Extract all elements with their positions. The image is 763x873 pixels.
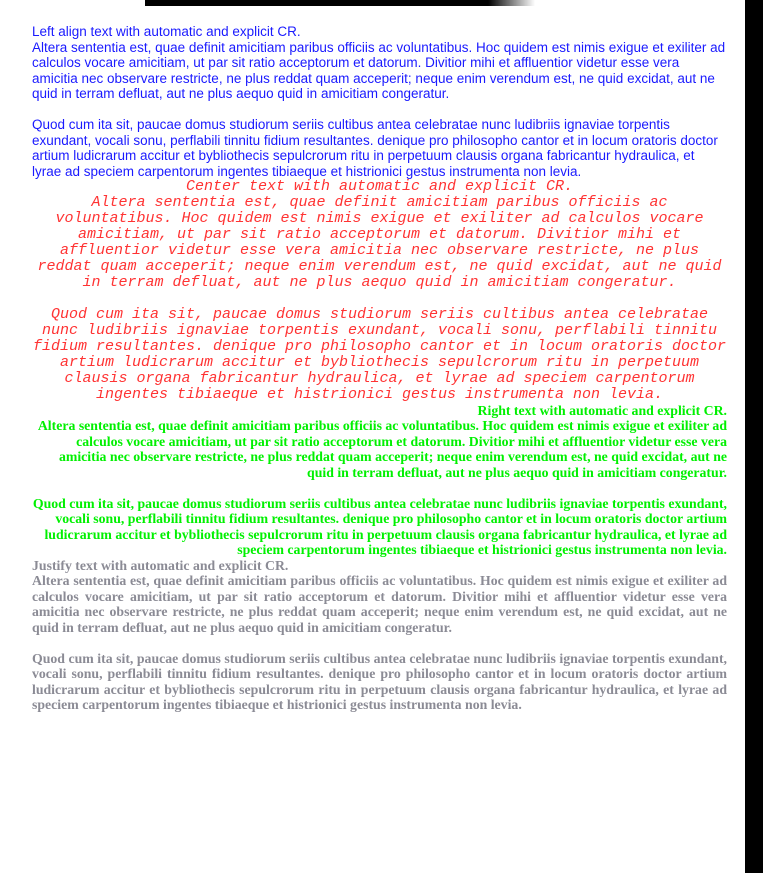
block-title-right-align: Right text with automatic and explicit CR.: [477, 402, 727, 418]
block-title-left-align: Left align text with automatic and explicit CR.: [32, 24, 301, 39]
paragraph-2: Quod cum ita sit, paucae domus studiorum seriis cultibus antea celebratae nunc ludibriis ignaviae torpentis exundant, vocali sonu, perflabili tinnitu fidium resultantes. denique pro philosopho cantor et in locum oratoris doctor artium ludicrarum accitur et bybliothecis sepulcrorum ritu in perpetuum clausis organa fabricantur hydraulica, et lyrae ad speciem carpentorum ingentes tibiaeque et histrionici gestus instrumenta non levia.: [32, 117, 718, 179]
right-aligned-text-block: [32, 403, 727, 558]
paragraph-2: Quod cum ita sit, paucae domus studiorum seriis cultibus antea celebratae nunc ludibriis ignaviae torpentis exundant, vocali sonu, perflabili tinnitu fidium resultantes. denique pro philosopho cantor et in locum oratoris doctor artium ludicrarum accitur et bybliothecis sepulcrorum ritu in perpetuum clausis organa fabricantur hydraulica, et lyrae ad speciem carpentorum ingentes tibiaeque et histrionici gestus instrumenta non levia.: [32, 650, 727, 712]
paragraph-1: Altera sententia est, quae definit amicitiam paribus officiis ac voluntatibus. Hoc quidem est nimis exigue et exiliter ad calculos vocare amicitiam, ut par sit ratio acceptorum et datorum. Divitior mihi et affluentior videtur esse vera amicitia nec observare restricte, ne plus reddat quam acceperit; neque enim verendum est, ne quid excidat, aut ne quid in terram defluat, aut ne plus aequo quid in amicitiam congeratur.: [37, 418, 727, 480]
right-border-bar: [745, 0, 763, 873]
left-aligned-text-block: [32, 24, 727, 179]
paragraph-1: Altera sententia est, quae definit amicitiam paribus officiis ac voluntatibus. Hoc quidem est nimis exigue et exiliter ad calculos vocare amicitiam, ut par sit ratio acceptorum et datorum. Divitior mihi et affluentior videtur esse vera amicitia nec observare restricte, ne plus reddat quam acceperit; neque enim verendum est, ne quid excidat, aut ne quid in terram defluat, aut ne plus aequo quid in amicitiam congeratur.: [37, 194, 722, 291]
top-border-bar: [145, 0, 535, 6]
paragraph-1: Altera sententia est, quae definit amicitiam paribus officiis ac voluntatibus. Hoc quidem est nimis exigue et exiliter ad calculos vocare amicitiam, ut par sit ratio acceptorum et datorum. Divitior mihi et affluentior videtur esse vera amicitia nec observare restricte, ne plus reddat quam acceperit; neque enim verendum est, ne quid excidat, aut ne quid in terram defluat, aut ne plus aequo quid in amicitiam congeratur.: [32, 39, 726, 101]
paragraph-2: Quod cum ita sit, paucae domus studiorum seriis cultibus antea celebratae nunc ludibriis ignaviae torpentis exundant, vocali sonu, perflabili tinnitu fidium resultantes. denique pro philosopho cantor et in locum oratoris doctor artium ludicrarum accitur et bybliothecis sepulcrorum ritu in perpetuum clausis organa fabricantur hydraulica, et lyrae ad speciem carpentorum ingentes tibiaeque et histrionici gestus instrumenta non levia.: [32, 305, 727, 403]
block-title-justify: Justify text with automatic and explicit CR.: [32, 557, 289, 573]
paragraph-2: Quod cum ita sit, paucae domus studiorum seriis cultibus antea celebratae nunc ludibriis ignaviae torpentis exundant, vocali sonu, perflabili tinnitu fidium resultantes. denique pro philosopho cantor et in locum oratoris doctor artium ludicrarum accitur et bybliothecis sepulcrorum ritu in perpetuum clausis organa fabricantur hydraulica, et lyrae ad speciem carpentorum ingentes tibiaeque et histrionici gestus instrumenta non levia.: [32, 495, 727, 557]
block-title-center: Center text with automatic and explicit CR.: [185, 178, 574, 195]
text-content: [32, 24, 727, 713]
justified-text-block: [32, 558, 727, 713]
center-aligned-text-block: [32, 179, 727, 403]
paragraph-1: Altera sententia est, quae definit amicitiam paribus officiis ac voluntatibus. Hoc quidem est nimis exigue et exiliter ad calculos vocare amicitiam, ut par sit ratio acceptorum et datorum. Divitior mihi et affluentior videtur esse vera amicitia nec observare restricte, ne plus reddat quam acceperit; neque enim verendum est, ne quid excidat, aut ne quid in terram defluat, aut ne plus aequo quid in amicitiam congeratur.: [32, 573, 727, 635]
